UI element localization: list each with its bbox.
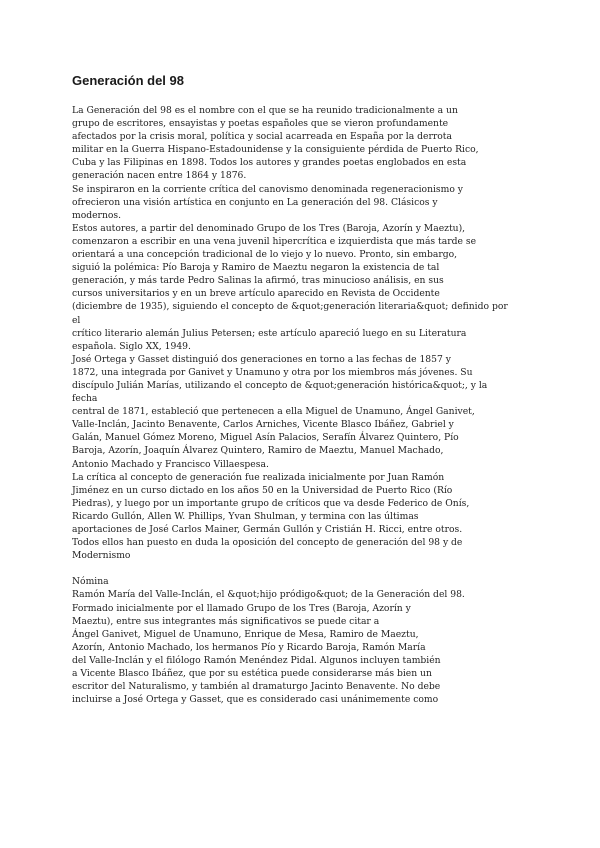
- text-line: generación nacen entre 1864 y 1876.: [72, 170, 247, 182]
- text-line: Formado inicialmente por el llamado Grupo de los Tres (Baroja, Azorín y: [72, 602, 411, 614]
- text-line: La crítica al concepto de generación fue realizada inicialmente por Juan Ramón: [72, 471, 445, 483]
- text-line: crítico literario alemán Julius Petersen; este artículo apareció luego en su Literatura: [72, 327, 467, 339]
- text-line: Valle-Inclán, Jacinto Benavente, Carlos Arniches, Vicente Blasco Ibáñez, Gabriel y: [72, 419, 454, 431]
- text-line: (diciembre de 1935), siguiendo el concepto de &quot;generación literaria&quot; definido por: [72, 301, 508, 313]
- text-line: discípulo Julián Marías, utilizando el concepto de &quot;generación histórica&quot;, y la: [72, 379, 488, 391]
- page-title: Generación del 98: [72, 73, 184, 88]
- text-line: grupo de escritores, ensayistas y poetas españoles que se vieron profundamente: [72, 118, 449, 130]
- text-line: Ricardo Gullón, Allen W. Phillips, Yvan Shulman, y termina con las últimas: [72, 510, 419, 522]
- text-line: orientará a una concepción tradicional de lo viejo y lo nuevo. Pronto, sin embargo,: [72, 249, 458, 261]
- text-line: Azorín, Antonio Machado, los hermanos Pío y Ricardo Baroja, Ramón María: [72, 641, 426, 653]
- text-line: Antonio Machado y Francisco Villaespesa.: [72, 458, 269, 470]
- blank-line: [72, 562, 542, 575]
- text-line: 1872, una integrada por Ganivet y Unamuno y otra por los miembros más jóvenes. Su: [72, 366, 473, 378]
- text-line: ofrecieron una visión artística en conjunto en La generación del 98. Clásicos y: [72, 196, 438, 208]
- text-line: incluirse a José Ortega y Gasset, que es considerado casi unánimemente como: [72, 694, 439, 706]
- text-line: siguió la polémica: Pío Baroja y Ramiro de Maeztu negaron la existencia de tal: [72, 262, 440, 274]
- text-line: modernos.: [72, 209, 122, 221]
- text-line: del Valle-Inclán y el filólogo Ramón Menéndez Pidal. Algunos incluyen también: [72, 654, 441, 666]
- text-line: generación, y más tarde Pedro Salinas la afirmó, tras minucioso análisis, en sus: [72, 275, 444, 287]
- text-line: La Generación del 98 es el nombre con el que se ha reunido tradicionalmente a un: [72, 105, 458, 116]
- text-line: Jiménez en un curso dictado en los años 50 en la Universidad de Puerto Rico (Río: [72, 484, 453, 496]
- text-line: Maeztu), entre sus integrantes más significativos se puede citar a: [72, 615, 380, 627]
- text-line: comenzaron a escribir en una vena juvenil hipercrítica e izquierdista que más tarde se: [72, 235, 477, 247]
- text-line: cursos universitarios y en un breve artículo aparecido en Revista de Occidente: [72, 288, 440, 300]
- text-line: fecha: [72, 393, 98, 405]
- text-line: José Ortega y Gasset distinguió dos generaciones en torno a las fechas de 1857 y: [72, 353, 451, 365]
- body-text: [72, 104, 542, 706]
- text-line: española. Siglo XX, 1949.: [72, 340, 191, 352]
- text-line: militar en la Guerra Hispano-Estadounidense y la consiguiente pérdida de Puerto Rico,: [72, 144, 479, 156]
- text-line: a Vicente Blasco Ibáñez, que por su estética puede considerarse más bien un: [72, 668, 432, 680]
- text-line: Baroja, Azorín, Joaquín Álvarez Quintero, Ramiro de Maeztu, Manuel Machado,: [72, 445, 444, 457]
- text-line: afectados por la crisis moral, política y social acarreada en España por la derrota: [72, 131, 452, 143]
- text-line: escritor del Naturalismo, y también al dramaturgo Jacinto Benavente. No debe: [72, 681, 441, 693]
- text-line: Ángel Ganivet, Miguel de Unamuno, Enrique de Mesa, Ramiro de Maeztu,: [72, 628, 419, 640]
- text-line: Todos ellos han puesto en duda la oposición del concepto de generación del 98 y de: [72, 537, 463, 549]
- text-line: Piedras), y luego por un importante grupo de críticos que va desde Federico de Onís,: [72, 497, 470, 509]
- text-line: Ramón María del Valle-Inclán, el &quot;hijo pródigo&quot; de la Generación del 98.: [72, 589, 465, 601]
- text-line: central de 1871, estableció que pertenecen a ella Miguel de Unamuno, Ángel Ganivet,: [72, 406, 475, 418]
- text-line: el: [72, 314, 81, 326]
- text-line: Modernismo: [72, 550, 131, 562]
- text-line: Se inspiraron en la corriente crítica del canovismo denominada regeneracionismo y: [72, 183, 463, 195]
- text-line: Galán, Manuel Gómez Moreno, Miguel Asín Palacios, Serafín Álvarez Quintero, Pío: [72, 432, 459, 444]
- text-line: aportaciones de José Carlos Mainer, Germán Gullón y Cristián H. Ricci, entre otros.: [72, 524, 463, 535]
- text-line: Nómina: [72, 576, 109, 588]
- text-line: Estos autores, a partir del denominado Grupo de los Tres (Baroja, Azorín y Maeztu),: [72, 222, 466, 234]
- text-line: Cuba y las Filipinas en 1898. Todos los autores y grandes poetas englobados en esta: [72, 157, 467, 169]
